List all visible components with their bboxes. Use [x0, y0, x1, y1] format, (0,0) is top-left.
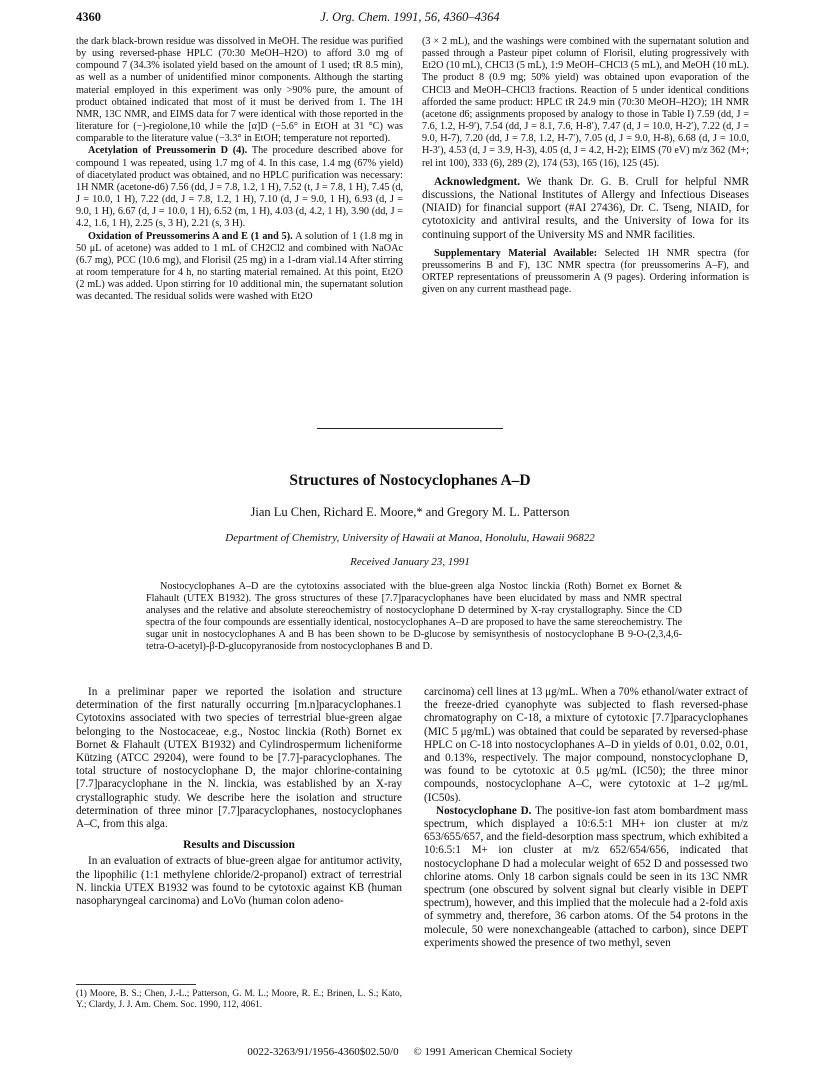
paragraph-heading: Nostocyclophane D. — [436, 804, 532, 817]
page-footer — [76, 1046, 744, 1058]
left-column-text — [76, 36, 403, 303]
paragraph: carcinoma) cell lines at 13 μg/mL. When a 70% ethanol/water extract of the freeze-dried cyanophyte was subjected to flash reversed-phase chromatography on C-18, a mixture of cytotoxic [7.7]paracyclophanes (MIC 5 μg/mL) was obtained that could be separated by reversed-phase HPLC on C-18 into nostocyclophanes A–D in yields of 0.01, 0.02, 0.01, and 0.13%, respectively. The major compound, nonstocyclophane D, was found to be cytotoxic at 0.5 μg/mL (IC50); the three minor compounds, nostocyclophane A–C, were cytotoxic at 1–2 μg/mL (IC50s). — [424, 686, 748, 804]
body-left-column — [76, 686, 402, 908]
paragraph-heading: Acetylation of Preussomerin D (4). — [88, 145, 248, 157]
paragraph-heading: Oxidation of Preussomerins A and E (1 and 5). — [88, 230, 293, 242]
supplementary-material — [422, 248, 749, 297]
article-affiliation: Department of Chemistry, University of Hawaii at Manoa, Honolulu, Hawaii 96822 — [225, 532, 595, 544]
footnote-rule — [76, 984, 196, 985]
paragraph — [76, 145, 403, 230]
acknowledgment — [422, 176, 749, 242]
paragraph: (3 × 2 mL), and the washings were combined with the supernatant solution and passed through a Pasteur pipet column of Florisil, eluting progressively with Et2O (10 mL), CHCl3 (5 mL), 1:9 MeOH–CHCl3 (5 mL), and MeOH (10 mL). The product 8 (0.9 mg; 50% yield) was obtained upon evaporation of the CHCl3 and MeOH–CHCl3 fractions. Reaction of 5 under identical conditions afforded the same product: HPLC tR 24.9 min (70:30 MeOH–H2O); 1H NMR (acetone d6; assignments proposed by analogy to those in Table I) 7.59 (dd, J = 7.6, 1.2, H-9′), 7.54 (dd, J = 8.1, 7.6, H-8′), 7.47 (d, J = 10.0, H-2′), 7.22 (d, J = 9.0, H-7), 7.20 (dd, J = 7.8, 1.2, H-7′), 7.05 (d, J = 9.0, H-8), 6.68 (d, J = 10.0, H-3′), 4.53 (d, J = 3.9, H-3), 4.05 (d, J = 4.2, H-2); EIMS (70 eV) m/z 362 (M+; rel int 100), 333 (6), 289 (2), 174 (53), 165 (16), 125 (45). — [422, 36, 749, 169]
article-authors: Jian Lu Chen, Richard E. Moore,* and Gregory M. L. Patterson — [250, 505, 570, 519]
paragraph-heading: Acknowledgment. — [434, 175, 521, 188]
paragraph-text: We thank Dr. G. B. Crull for helpful NMR discussions, the National Institutes of Allergy and Infectious Diseases (NIAID) for financial support (#AI 27436), Dr. C. Tseng, NIAID, for cytotoxicity and antiviral results, and the University of Iowa for its continuing support of the University MS and NMR facilities. — [422, 175, 749, 241]
paragraph — [424, 805, 748, 950]
journal-citation: J. Org. Chem. 1991, 56, 4360–4364 — [320, 10, 500, 24]
paragraph-text: A solution of 1 (1.8 mg in 50 μL of acetone) was added to 1 mL of CH2Cl2 and combined with NaOAc (6.7 mg), PCC (10.6 mg), and Florisil (25 mg) in a 1-dram vial.14 After stirring at room temperature for 4 h, no starting material remained. At this point, Et2O (2 mL) was added. Upon stirring for 10 additional min, the supernatant solution was decanted. The residual solids were washed with Et2O — [76, 230, 403, 303]
paragraph-text: Selected 1H NMR spectra (for preussomerins B and F), 13C NMR spectra (for preussomerins A–F), and ORTEP representations of preussomerin A (9 pages). Ordering information is given on any current masthead page. — [422, 247, 749, 296]
article-title: Structures of Nostocyclophanes A–D — [289, 472, 531, 489]
article-code: 0022-3263/91/1956-4360$02.50/0 — [247, 1046, 399, 1058]
section-divider — [317, 428, 503, 429]
section-heading: Results and Discussion — [183, 839, 295, 852]
results-paragraph: In an evaluation of extracts of blue-green algae for antitumor activity, the lipophilic (1:1 methylene chloride/2-propanol) extract of terrestrial N. linckia UTEX B1932 was found to be cytotoxic against KB (human nasopharyngeal carcinoma) and LoVo (human colon adeno- — [76, 855, 402, 908]
page-number: 4360 — [76, 10, 101, 24]
running-header — [76, 10, 744, 28]
copyright: © 1991 American Chemical Society — [413, 1046, 573, 1058]
paragraph-heading: Supplementary Material Available: — [434, 247, 598, 259]
footnote: (1) Moore, B. S.; Chen, J.-L.; Patterson, G. M. L.; Moore, R. E.; Brinen, L. S.; Kato, Y.; Clardy, J. J. Am. Chem. Soc. 1990, 112, 4061. — [76, 989, 402, 1010]
right-column-text — [422, 36, 749, 296]
paragraph-text: The positive-ion fast atom bombardment mass spectrum, which displayed a 10:6.5:1 MH+ ion cluster at m/z 653/655/657, and the field-desorption mass spectrum, which exhibited a 10:6.5:1 M+ ion cluster at m/z 652/654/656, indicated that nostocyclophane D had a molecular weight of 652 D and possessed two chlorine atoms. Only 18 carbon signals could be seen in its 13C NMR spectrum (one obscured by solvent signal but clearly visible in DEPT spectrum), however, and this implied that the molecule had a 2-fold axis of symmetry and, therefore, 36 carbon atoms. Of the 54 protons in the molecule, 50 were nonexchangeable (attached to carbon), since DEPT experiments showed the presence of two methyl, seven — [424, 804, 748, 949]
paragraph — [76, 231, 403, 304]
paragraph: the dark black-brown residue was dissolved in MeOH. The residue was purified by using reversed-phase HPLC (70:30 MeOH–H2O) to afford 3.0 mg of compound 7 (34.3% isolated yield based on the amount of 1 used; tR 8.5 min), as well as a number of unidentified minor components. Although the starting material employed in this experiment was only >90% pure, the amount of product obtained indicated that most of it must be derived from 1. The 1H NMR, 13C NMR, and EIMS data for 7 were identical with those reported in the literature for (−)-regiolone,10 while the [α]D (−5.6° in EtOH at 31 °C) was comparable to the literature value (−3.3° in EtOH; temperature not reported). — [76, 36, 403, 145]
introduction-paragraph: In a preliminar paper we reported the isolation and structure determination of the first naturally occurring [m.n]paracyclophanes.1 Cytotoxins associated with two species of terrestrial blue-green algae belonging to the Nostocaceae, e.g., Nostoc linckia (Roth) Bornet ex Bornet & Flahault (UTEX B1932) and Cylindrospermum licheniforme Kützing (ATCC 29204), were found to be [7.7]-paracyclophanes. The total structure of nostocyclophane D, the major chlorine-containing [7.7]paracyclophane in the N. linckia, was established by an X-ray crystallographic study. We describe here the isolation and structure determination of three minor [7.7]paracyclophanes, nostocyclophanes A–C, from this alga. — [76, 686, 402, 831]
received-date: Received January 23, 1991 — [350, 556, 470, 568]
body-right-column — [424, 686, 748, 950]
paragraph-text: The procedure described above for compound 1 was repeated, using 1.7 mg of 4. In this case, 1.4 mg (67% yield) of diacetylated product was obtained, and no HPLC purification was necessary: 1H NMR (acetone-d6) 7.56 (dd, J = 7.8, 1.2, 1 H), 7.52 (t, J = 7.8, 1 H), 7.45 (d, J = 10.0, 1 H), 7.22 (dd, J = 7.8, 1.2, 1 H), 7.10 (d, J = 9.0, 1 H), 6.93 (d, J = 9.0, 1 H), 6.67 (d, J = 10.0, 1 H), 6.52 (m, 1 H), 4.03 (d, 4.2, 1 H), 3.90 (dd, J = 4.2, 1.6, 1 H), 2.25 (s, 3 H), 2.21 (s, 3 H). — [76, 145, 403, 230]
abstract: Nostocyclophanes A–D are the cytotoxins associated with the blue-green alga Nostoc linckia (Roth) Bornet ex Bornet & Flahault (UTEX B1932). The gross structures of these [7.7]paracyclophanes have been elucidated by mass and NMR spectral analyses and the relative and absolute stereochemistry of nostocyclophane D determined by X-ray crystallography. Since the CD spectra of the four compounds are essentially identical, nostocyclophanes A–D are proposed to have the same stereochemistry. The sugar unit in nostocyclophanes A and B has been shown to be D-glucose by semisynthesis of nostocyclophane B 9-O-(2,3,4,6-tetra-O-acetyl)-β-D-glucopyranoside from nostocyclophanes B and D. — [146, 581, 682, 653]
